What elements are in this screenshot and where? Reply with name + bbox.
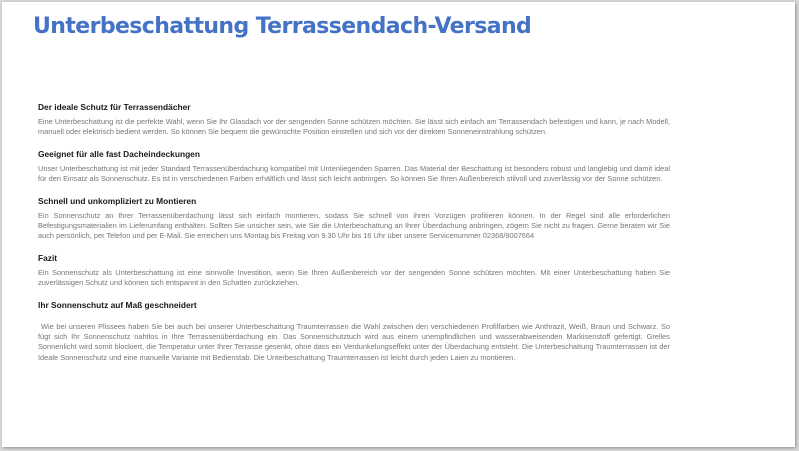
section-heading: Schnell und unkompliziert zu Montieren bbox=[38, 195, 197, 206]
section-heading: Geeignet für alle fast Dacheindeckungen bbox=[38, 148, 200, 159]
document-page bbox=[2, 2, 795, 447]
section-roof-compatibility bbox=[38, 149, 670, 185]
section-heading: Ihr Sonnenschutz auf Maß geschneidert bbox=[38, 299, 197, 310]
section-paragraph: Ein Sonnenschutz an Ihrer Terrassenüberdachung lässt sich einfach montieren, sodass Sie schnell von ihren Vorzügen profitieren können. In der Regel sind alle erforderlichen Befestigungsmaterialien im Lieferumfang enthalten. Sollten Sie unsicher sein, wie Sie die Unterbeschattung an Ihrer Überdachung anbringen, zögern Sie nicht zu fragen. Gerne beraten wir Sie auch persönlich, per Telefon und per E-Mail. Sie erreichen uns Montag bis Freitag von 9.30 Uhr bis 16 Uhr über unsere Servicenummer 02368/9007664 bbox=[38, 210, 670, 241]
section-paragraph: Eine Unterbeschattung ist die perfekte Wahl, wenn Sie Ihr Glasdach vor der sengenden Sonne schützen möchten. Sie lässt sich einfach am Terrassendach befestigen und kann, je nach Modell, manuell oder elektrisch bedient werden. So können Sie bequem die gewünschte Position einstellen und sich vor der direkten Sonneneinstrahlung schützen. bbox=[38, 117, 670, 137]
section-heading: Fazit bbox=[38, 252, 58, 263]
section-conclusion bbox=[38, 253, 670, 289]
section-installation bbox=[38, 196, 670, 242]
section-paragraph: Unser Unterbeschattung ist mit jeder Standard Terrassenüberdachung kompatibel mit Untenliegenden Sparren. Das Material der Beschattung ist besonders robust und langlebig und damit ideal für den Einsatz als Sonnenschutz. Es ist in verschiedenen Farben erhältlich und lässt sich leicht anbringen. So können Sie Ihren Außenbereich stilvoll und zuverlässig vor der Sonne schützen. bbox=[38, 163, 670, 184]
section-paragraph: Wie bei unseren Plissees haben Sie bei auch bei unserer Unterbeschattung Traumterrassen die Wahl zwischen den verschiedenen Profilfarben wie Anthrazit, Weiß, Braun und Schwarz. So fügt sich Ihr Sonnenschutz nahtlos in Ihre Terrassenüberdachung ein. Das Sonnenschutztuch wird aus einem unempfindlichen und wasserabweisenden Markisenstoff gefertigt. Grelles Sonnenlicht wird somit blockiert, die Temperatur unter Ihrer Terrasse gesenkt, ohne dass ein Verdunkelungseffekt unter der Überdachung entsteht. Die Unterbeschattung Traumterrassen ist der Ideale Sonnenschutz und eine manuelle Variante mit Bedienstab. Die Unterbeschattung Traumterrassen ist leicht durch jeden Laien zu montieren. bbox=[38, 321, 670, 362]
page-title: Unterbeschattung Terrassendach-Versand bbox=[33, 14, 532, 39]
section-heading: Der ideale Schutz für Terrassendächer bbox=[38, 102, 191, 112]
section-custom-fit bbox=[38, 300, 670, 364]
section-ideal-protection bbox=[38, 102, 670, 138]
section-paragraph: Ein Sonnenschutz als Unterbeschattung ist eine sinnvolle Investition, wenn Sie Ihren Außenbereich vor der sengenden Sonne schützen möchten. Mit einer Unterbeschattung haben Sie zuverlässigen Schutz und können sich entspannt in den Schatten zurückziehen. bbox=[38, 267, 670, 288]
document-body bbox=[38, 102, 670, 374]
